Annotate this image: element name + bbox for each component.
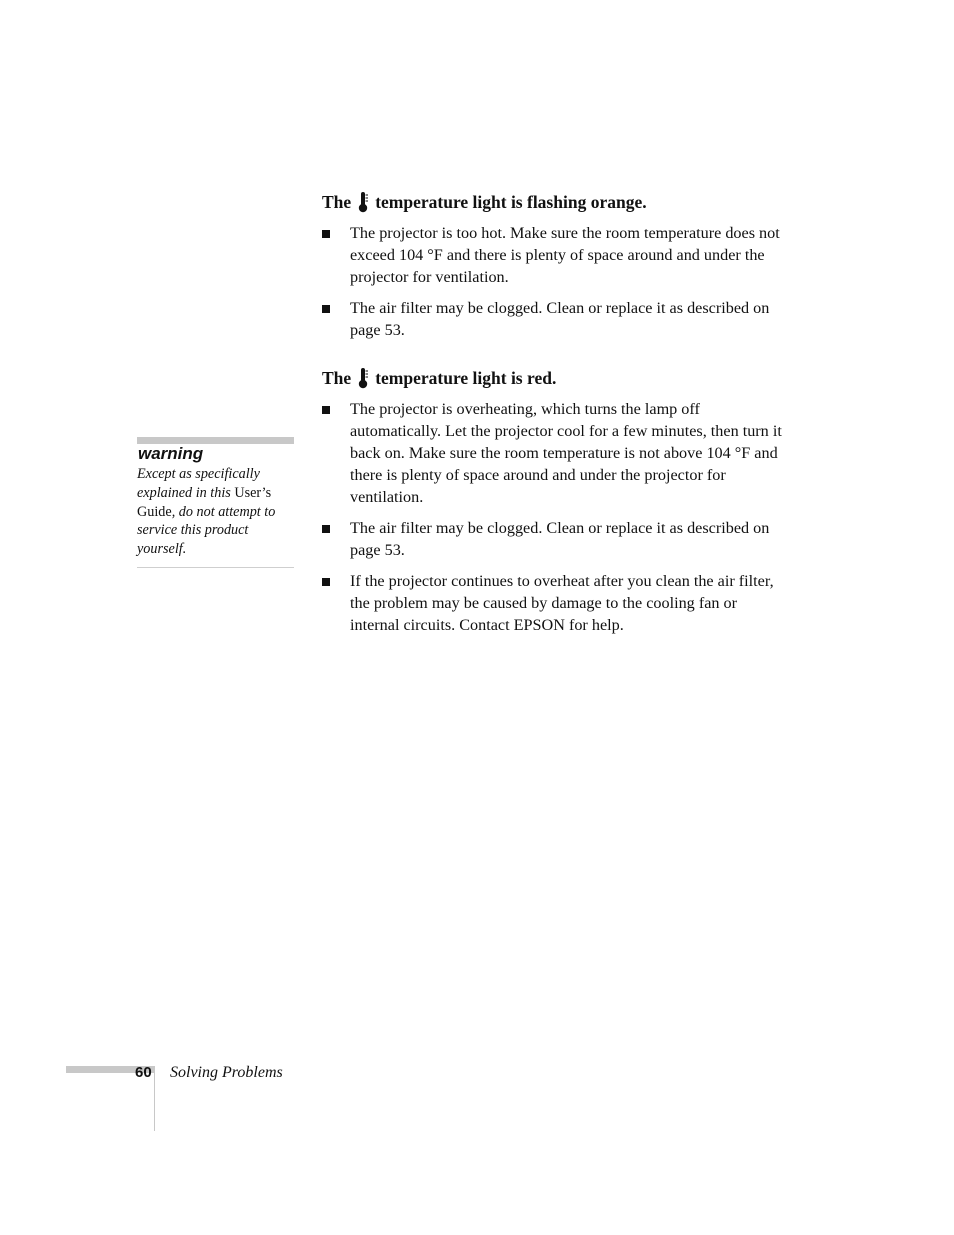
- section-heading-red: [322, 367, 787, 389]
- bullet-square-icon: [322, 230, 330, 238]
- list-item: [322, 517, 787, 561]
- list-item: [322, 570, 787, 636]
- warning-text-part1: Except as specifically explained in this: [137, 466, 260, 501]
- bullet-text: If the projector continues to overheat after you clean the air filter, the problem may be caused by damage to the cooling fan or internal circuits. Contact EPSON for help.: [350, 572, 774, 634]
- bullet-square-icon: [322, 578, 330, 586]
- bullet-square-icon: [322, 406, 330, 414]
- list-item: [322, 222, 787, 288]
- warning-text: [137, 465, 287, 559]
- warning-divider: [137, 567, 294, 568]
- heading-text-post: temperature light is red.: [375, 368, 557, 388]
- footer-title: Solving Problems: [170, 1064, 283, 1081]
- bullet-square-icon: [322, 525, 330, 533]
- list-item: [322, 297, 787, 341]
- heading-text-post: temperature light is flashing orange.: [375, 192, 647, 212]
- warning-title: warning: [138, 444, 204, 463]
- warning-text-part3: , do not attempt to service this product yourself.: [137, 503, 276, 558]
- bullet-text: The air filter may be clogged. Clean or replace it as described on page 53.: [350, 519, 770, 559]
- thermometer-icon: [356, 367, 370, 389]
- footer-divider: [154, 1066, 155, 1131]
- bullet-text: The air filter may be clogged. Clean or replace it as described on page 53.: [350, 299, 770, 339]
- main-content: [322, 191, 787, 645]
- bullet-list: [322, 222, 787, 341]
- bullet-text: The projector is too hot. Make sure the room temperature does not exceed 104 °F and there is plenty of space around and under the projector for ventilation.: [350, 224, 780, 286]
- warning-text-guide: User’s Guide: [137, 484, 272, 520]
- thermometer-icon: [356, 191, 370, 213]
- heading-text-pre: The: [322, 368, 352, 388]
- heading-text-pre: The: [322, 192, 352, 212]
- bullet-square-icon: [322, 305, 330, 313]
- page-number: 60: [135, 1064, 152, 1081]
- bullet-text: The projector is overheating, which turns the lamp off automatically. Let the projector cool for a few minutes, then turn it back on. Make sure the room temperature is not above 104 °F and there is plenty of space around and under the projector for ventilation.: [350, 400, 782, 506]
- list-item: [322, 398, 787, 508]
- bullet-list: [322, 398, 787, 636]
- section-heading-flashing-orange: [322, 191, 787, 213]
